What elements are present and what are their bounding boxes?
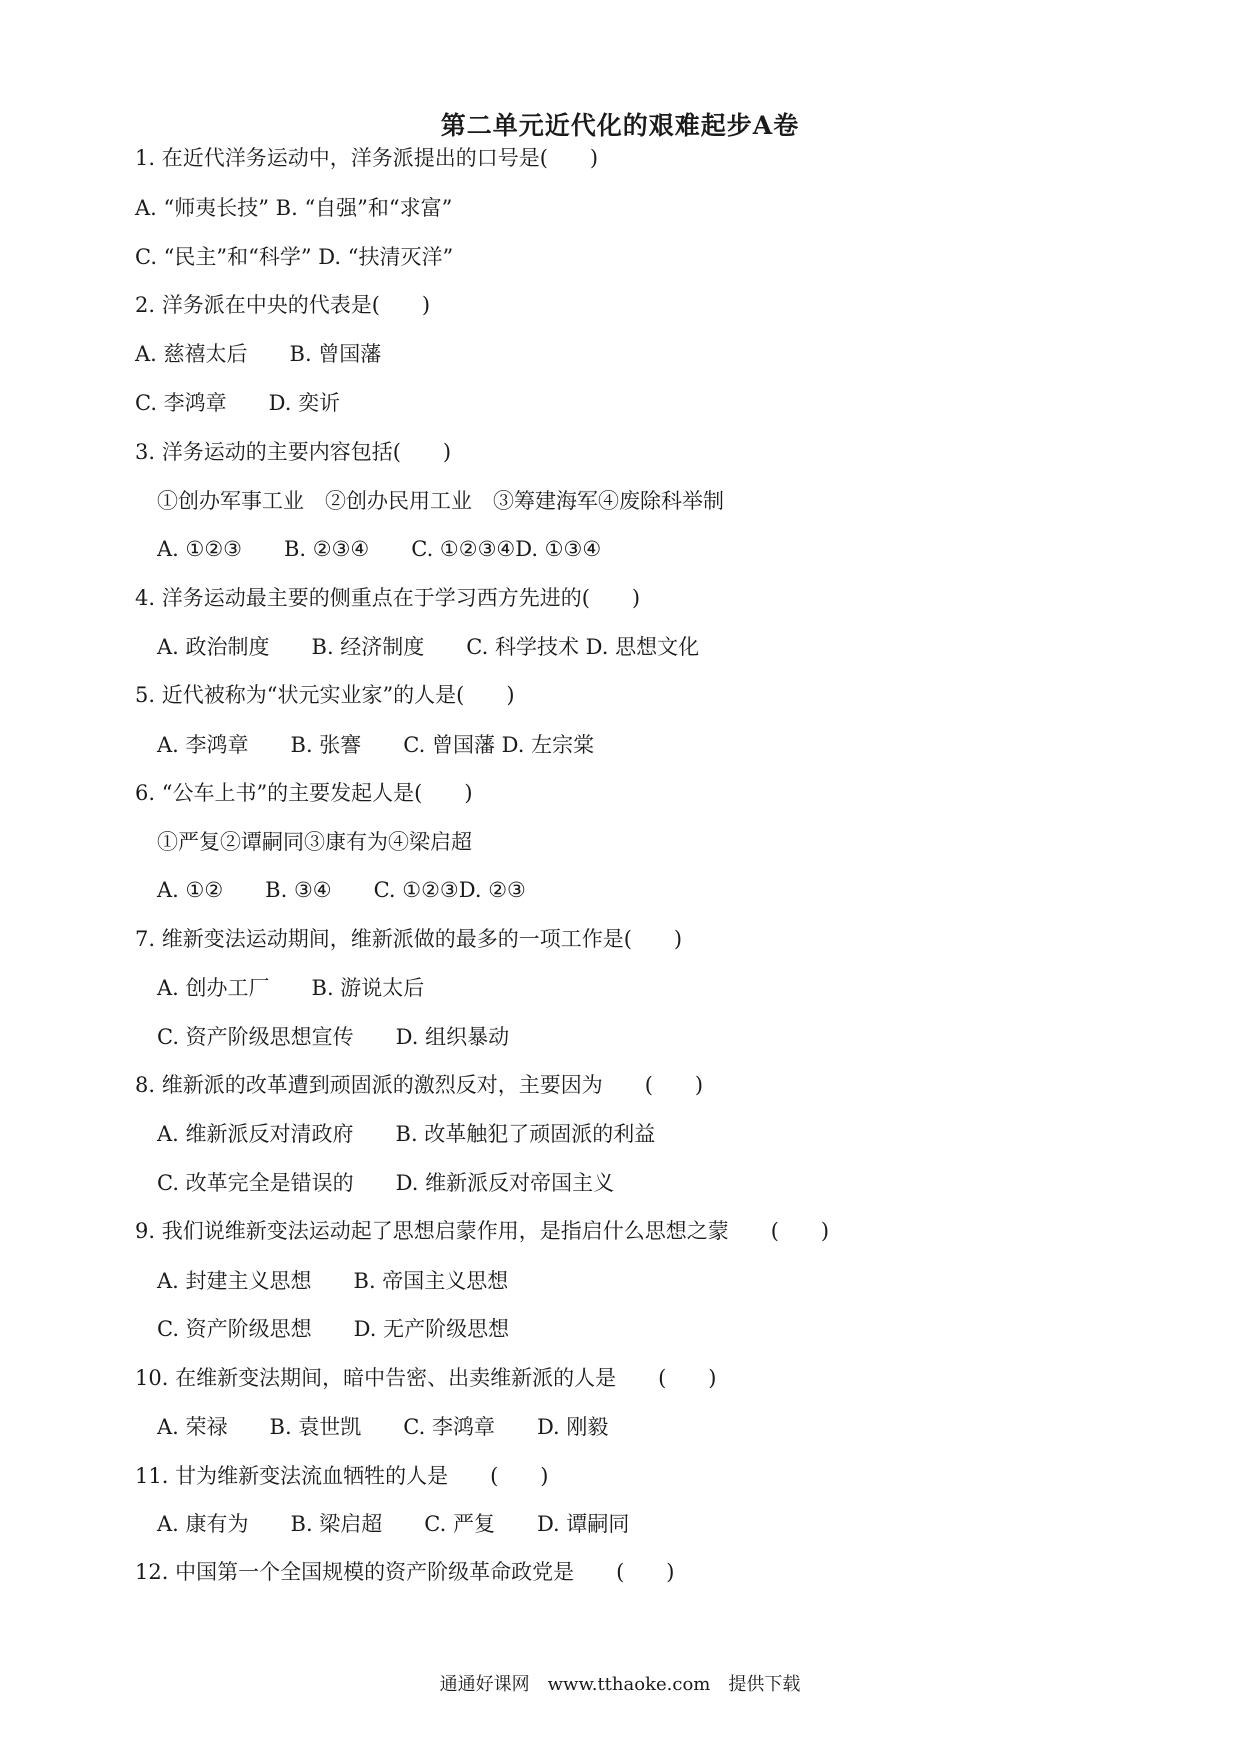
answer-options: A. ①② B. ③④ C. ①②③D. ②③ [157, 878, 526, 902]
answer-options: A. 慈禧太后 B. 曾国藩 [135, 342, 382, 366]
page-title: 第二单元近代化的艰难起步A卷 [440, 111, 800, 140]
answer-options: C. 李鸿章 D. 奕䜣 [135, 391, 341, 415]
question-stem: 5. 近代被称为“状元实业家”的人是( ) [135, 683, 515, 707]
answer-options: A. 创办工厂 B. 游说太后 [157, 976, 425, 1000]
answer-options: C. 资产阶级思想宣传 D. 组织暴动 [157, 1025, 510, 1049]
question-stem: 9. 我们说维新变法运动起了思想启蒙作用，是指启什么思想之蒙 ( ) [135, 1219, 830, 1243]
question-stem: 10. 在维新变法期间，暗中告密、出卖维新派的人是 ( ) [135, 1366, 717, 1390]
answer-options: A. 荣禄 B. 袁世凯 C. 李鸿章 D. 刚毅 [157, 1415, 609, 1439]
answer-options: A. 封建主义思想 B. 帝国主义思想 [157, 1269, 509, 1293]
answer-options: A. ①②③ B. ②③④ C. ①②③④D. ①③④ [157, 537, 602, 561]
answer-options: A. 康有为 B. 梁启超 C. 严复 D. 谭嗣同 [157, 1512, 630, 1536]
page-footer: 通通好课网 www.tthaoke.com 提供下载 [439, 1674, 801, 1695]
question-stem: 6. “公车上书”的主要发起人是( ) [135, 781, 473, 805]
question-stem: 12. 中国第一个全国规模的资产阶级革命政党是 ( ) [135, 1560, 675, 1584]
answer-options: A. 政治制度 B. 经济制度 C. 科学技术 D. 思想文化 [157, 635, 700, 659]
question-stem: 7. 维新变法运动期间，维新派做的最多的一项工作是( ) [135, 927, 683, 951]
question-stem: 3. 洋务运动的主要内容包括( ) [135, 440, 452, 464]
answer-options: A. 李鸿章 B. 张謇 C. 曾国藩 D. 左宗棠 [157, 733, 595, 757]
answer-options: C. “民主”和“科学” D. “扶清灭洋” [135, 245, 454, 269]
answer-options: A. 维新派反对清政府 B. 改革触犯了顽固派的利益 [157, 1122, 656, 1146]
answer-options: ①严复②谭嗣同③康有为④梁启超 [157, 830, 472, 854]
question-stem: 8. 维新派的改革遭到顽固派的激烈反对，主要因为 ( ) [135, 1073, 704, 1097]
question-stem: 4. 洋务运动最主要的侧重点在于学习西方先进的( ) [135, 586, 641, 610]
question-stem: 11. 甘为维新变法流血牺牲的人是 ( ) [135, 1464, 549, 1488]
answer-options: A. “师夷长技” B. “自强”和“求富” [135, 196, 453, 220]
question-stem: 1. 在近代洋务运动中，洋务派提出的口号是( ) [135, 146, 599, 170]
answer-options: C. 资产阶级思想 D. 无产阶级思想 [157, 1317, 510, 1341]
question-stem: 2. 洋务派在中央的代表是( ) [135, 293, 431, 317]
answer-options: C. 改革完全是错误的 D. 维新派反对帝国主义 [157, 1171, 615, 1195]
answer-options: ①创办军事工业 ②创办民用工业 ③筹建海军④废除科举制 [157, 489, 724, 513]
